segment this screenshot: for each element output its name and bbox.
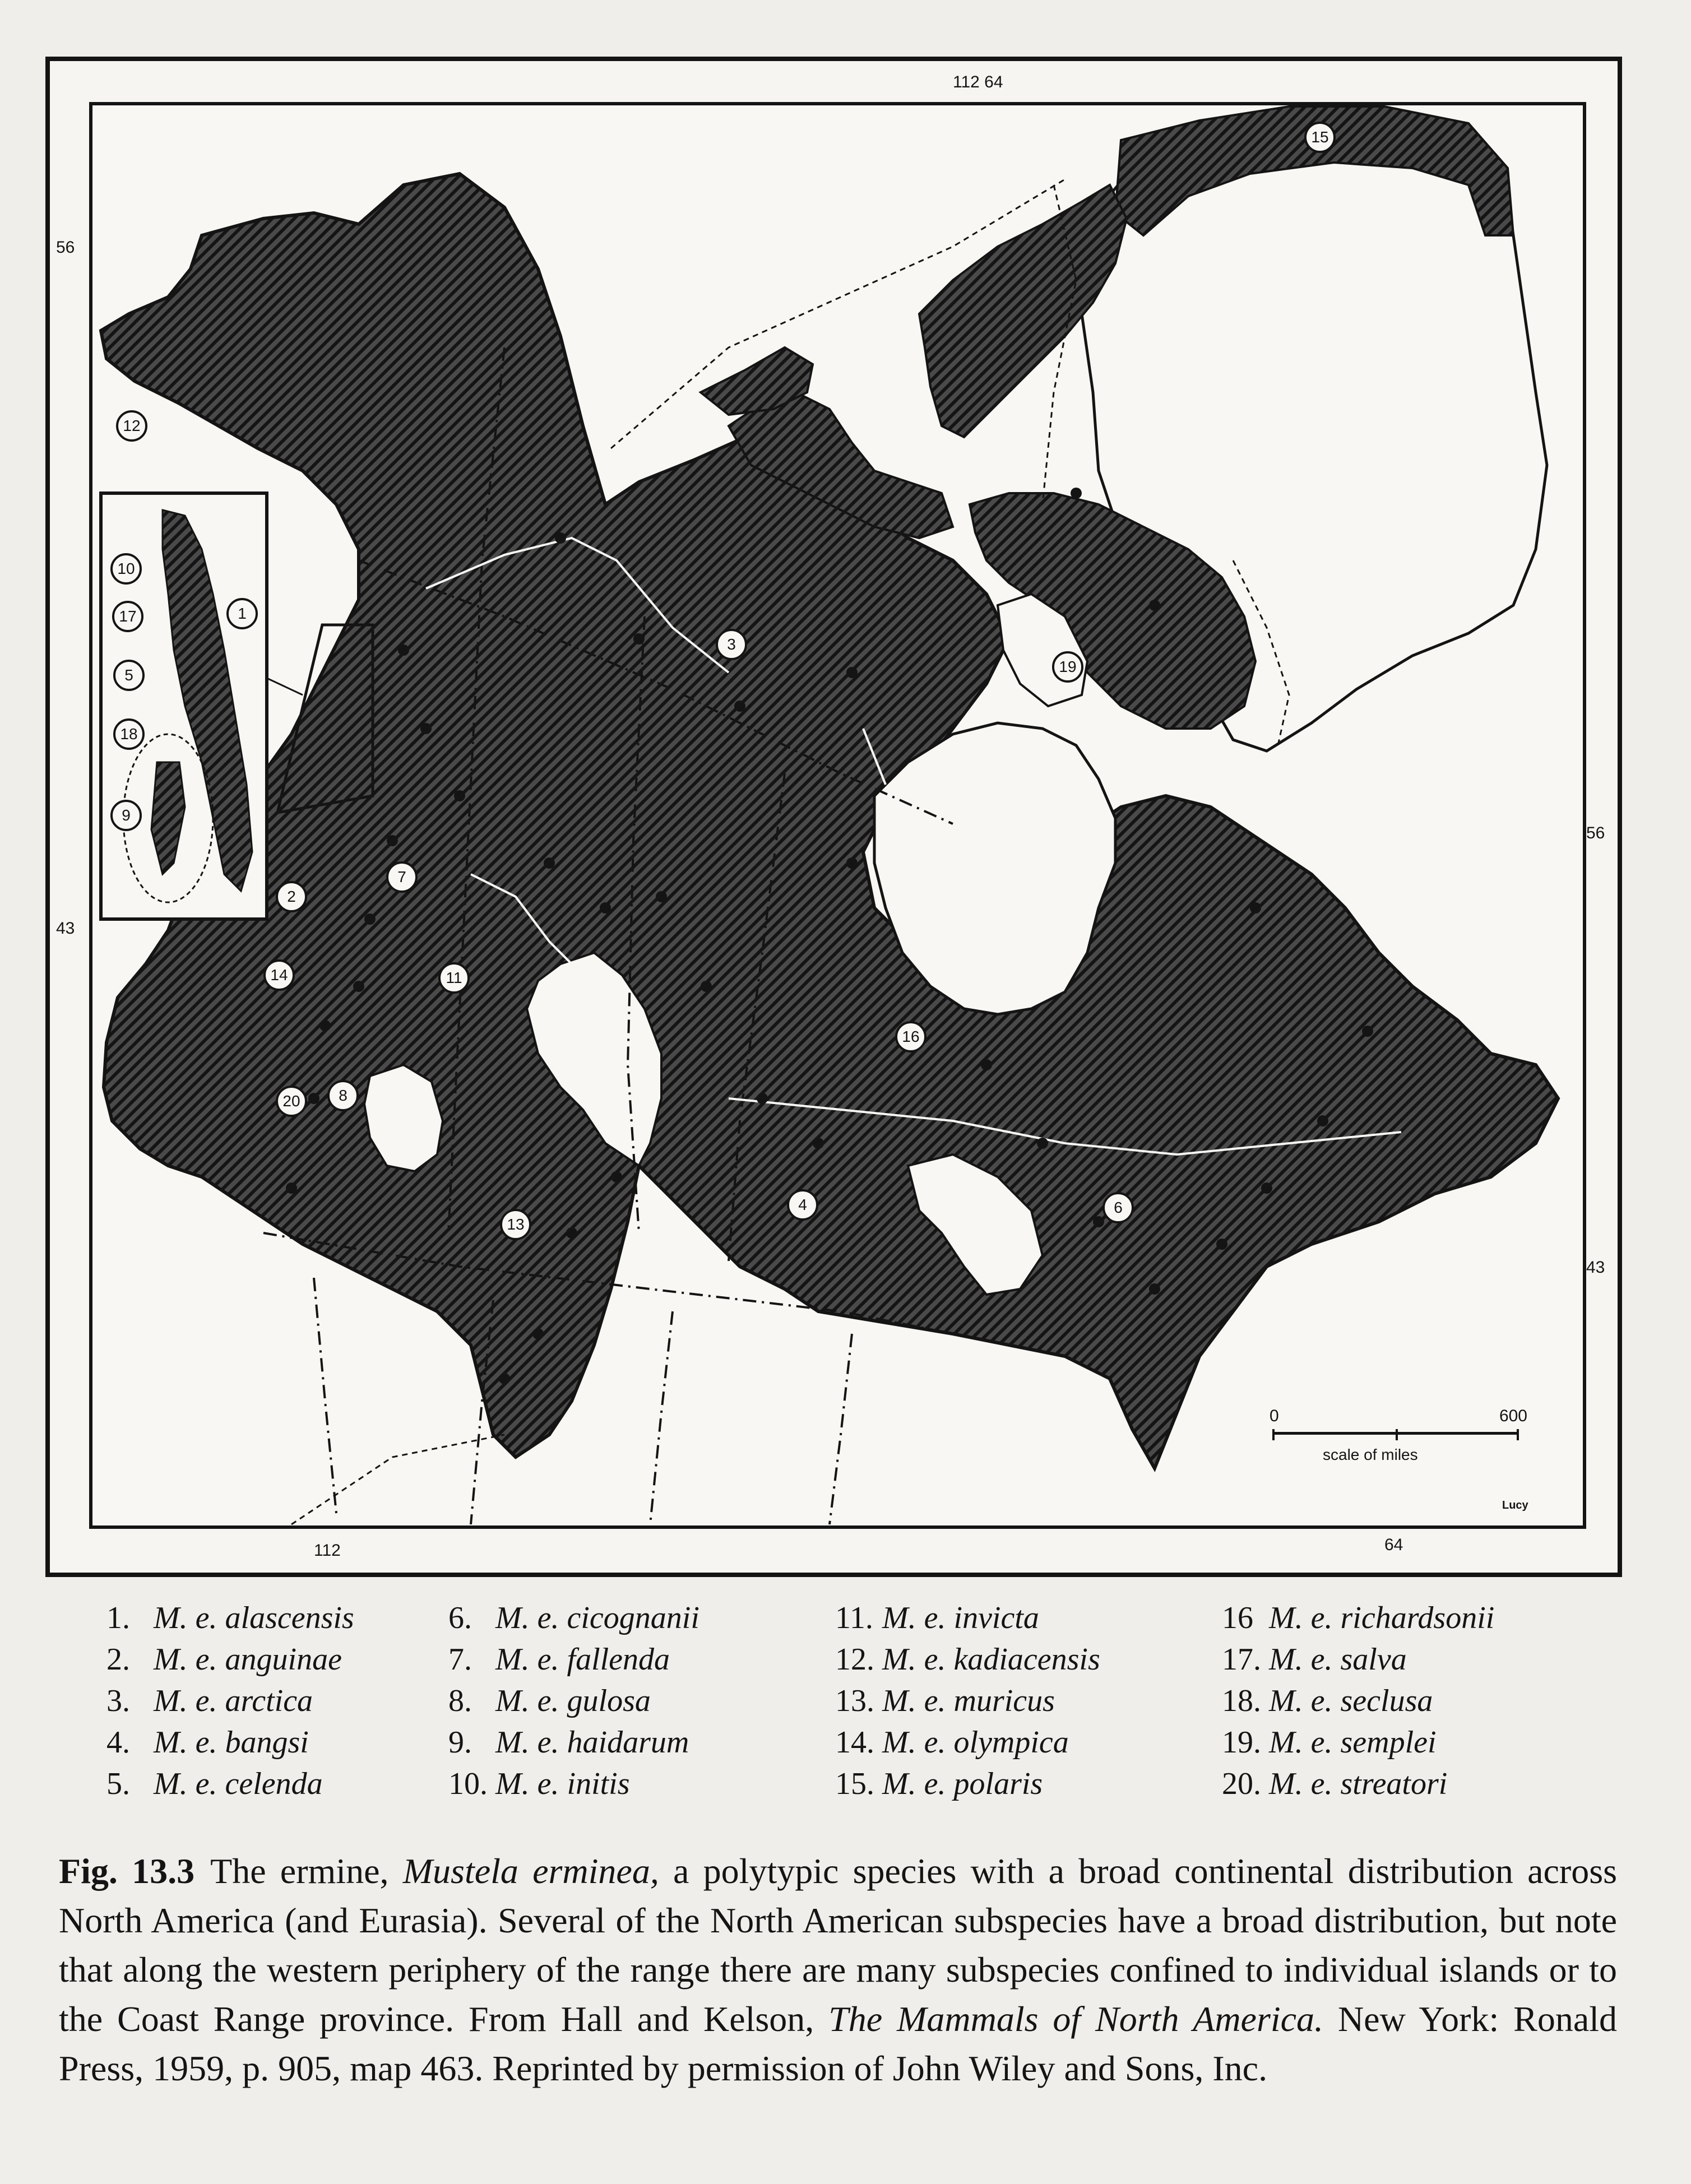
scale-tick-right — [1517, 1429, 1519, 1440]
legend-item-number: 10. — [448, 1766, 488, 1801]
figure-label: Fig. 13.3 — [59, 1851, 195, 1891]
legend-item — [835, 1722, 1100, 1763]
subspecies-marker-4: 4 — [787, 1189, 818, 1221]
legend-item-name: M. e. muricus — [882, 1684, 1055, 1718]
subspecies-marker-16: 16 — [895, 1021, 926, 1052]
legend-item — [448, 1722, 699, 1763]
caption-text-3: New York: Ronald Press, 1959, p. 905, map 463. Reprinted by permission of John Wiley and Sons, Inc. — [59, 1999, 1618, 2088]
scale-end-label: 600 — [1499, 1407, 1527, 1425]
scale-tick-left — [1272, 1429, 1275, 1440]
subspecies-marker-5: 5 — [113, 660, 145, 691]
legend-item-number: 7. — [448, 1642, 472, 1677]
legend-item-name: M. e. gulosa — [495, 1684, 651, 1718]
legend-item-name: M. e. haidarum — [495, 1725, 689, 1760]
scale-start-label: 0 — [1270, 1407, 1279, 1425]
scale-bar — [1270, 1407, 1527, 1474]
subspecies-marker-12: 12 — [116, 410, 147, 442]
legend-item-number: 12. — [835, 1642, 874, 1677]
legend-item — [835, 1639, 1100, 1680]
legend-item — [448, 1680, 699, 1722]
legend-item — [106, 1680, 354, 1722]
legend-item — [1222, 1639, 1494, 1680]
legend-item — [106, 1722, 354, 1763]
legend-item-number: 16 — [1222, 1601, 1253, 1635]
legend-item-name: M. e. arctica — [154, 1684, 313, 1718]
legend-item-number: 4. — [106, 1725, 130, 1760]
legend-item-number: 8. — [448, 1684, 472, 1718]
legend-column — [106, 1597, 354, 1805]
legend-item-number: 18. — [1222, 1684, 1261, 1718]
legend-column — [448, 1597, 699, 1805]
legend-item — [106, 1597, 354, 1639]
meridian-label-bottom-right: 64 — [1384, 1536, 1403, 1554]
legend-item-name: M. e. fallenda — [495, 1642, 670, 1677]
subspecies-marker-18: 18 — [113, 718, 145, 750]
subspecies-legend — [106, 1597, 1620, 1821]
legend-item-name: M. e. anguinae — [154, 1642, 342, 1677]
legend-item-number: 1. — [106, 1601, 130, 1635]
legend-item — [835, 1680, 1100, 1722]
legend-column — [835, 1597, 1100, 1805]
legend-item-number: 2. — [106, 1642, 130, 1677]
legend-item-name: M. e. kadiacensis — [882, 1642, 1100, 1677]
subspecies-marker-14: 14 — [263, 959, 295, 991]
artist-signature: Lucy — [1502, 1499, 1528, 1511]
legend-item-name: M. e. salva — [1269, 1642, 1407, 1677]
legend-item — [448, 1597, 699, 1639]
subspecies-marker-9: 9 — [110, 800, 142, 831]
legend-item-name: M. e. cicognanii — [495, 1601, 699, 1635]
subspecies-marker-10: 10 — [110, 553, 142, 585]
legend-item-name: M. e. celenda — [154, 1766, 323, 1801]
legend-item-number: 13. — [835, 1684, 874, 1718]
legend-item-name: M. e. initis — [495, 1766, 630, 1801]
figure-caption — [59, 1847, 1617, 2093]
legend-item-number: 19. — [1222, 1725, 1261, 1760]
caption-text-1: The ermine, — [210, 1851, 403, 1891]
subspecies-marker-3: 3 — [716, 629, 747, 660]
scale-tick-mid — [1396, 1429, 1398, 1440]
legend-item-name: M. e. seclusa — [1269, 1684, 1433, 1718]
legend-item — [448, 1763, 699, 1805]
legend-item-name: M. e. bangsi — [154, 1725, 309, 1760]
legend-item-number: 17. — [1222, 1642, 1261, 1677]
caption-book-title: The Mammals of North America. — [828, 1999, 1324, 2039]
legend-item — [1222, 1722, 1494, 1763]
legend-item-number: 20. — [1222, 1766, 1261, 1801]
legend-item-name: M. e. richardsonii — [1269, 1601, 1495, 1635]
scale-label: scale of miles — [1323, 1446, 1418, 1463]
subspecies-marker-2: 2 — [276, 881, 307, 912]
legend-item-number: 5. — [106, 1766, 130, 1801]
subspecies-marker-19: 19 — [1052, 651, 1083, 683]
legend-item-number: 9. — [448, 1725, 472, 1760]
subspecies-marker-13: 13 — [500, 1209, 531, 1240]
legend-item — [835, 1597, 1100, 1639]
legend-item — [835, 1763, 1100, 1805]
legend-item — [1222, 1597, 1494, 1639]
legend-item-name: M. e. alascensis — [154, 1601, 354, 1635]
subspecies-marker-6: 6 — [1102, 1192, 1134, 1223]
meridian-label-left-upper: 56 — [56, 238, 75, 257]
subspecies-marker-20: 20 — [276, 1086, 307, 1117]
legend-item-name: M. e. streatori — [1269, 1766, 1448, 1801]
caption-species-name: Mustela erminea, — [402, 1851, 659, 1891]
meridian-label-right-lower: 43 — [1586, 1258, 1605, 1277]
legend-item — [448, 1639, 699, 1680]
legend-item — [106, 1763, 354, 1805]
legend-column — [1222, 1597, 1494, 1805]
legend-item — [1222, 1680, 1494, 1722]
caption-text-2: a polytypic species with a broad continental distribution across North America (and Eurasia). Several of the North American subspecies have a broad distribution, but note that along the western periphery of the range there are many subspecies confined to individual islands or to the Coast Range province. From Hall and Kelson, — [59, 1851, 1618, 2039]
meridian-label-bottom-left: 112 — [314, 1541, 341, 1560]
legend-item-number: 11. — [835, 1601, 873, 1635]
legend-item-name: M. e. polaris — [882, 1766, 1043, 1801]
subspecies-marker-17: 17 — [112, 601, 143, 632]
subspecies-marker-7: 7 — [386, 861, 418, 893]
subspecies-marker-11: 11 — [438, 962, 470, 994]
subspecies-marker-8: 8 — [327, 1080, 359, 1111]
legend-item-number: 15. — [835, 1766, 874, 1801]
legend-item-number: 6. — [448, 1601, 472, 1635]
legend-item — [1222, 1763, 1494, 1805]
legend-item — [106, 1639, 354, 1680]
legend-item-name: M. e. semplei — [1269, 1725, 1437, 1760]
legend-item-number: 14. — [835, 1725, 874, 1760]
meridian-label-top: 112 64 — [953, 73, 1003, 91]
legend-item-number: 3. — [106, 1684, 130, 1718]
meridian-label-right-upper: 56 — [1586, 824, 1605, 842]
subspecies-marker-15: 15 — [1304, 122, 1336, 153]
legend-item-name: M. e. invicta — [882, 1601, 1039, 1635]
subspecies-marker-1: 1 — [226, 598, 258, 629]
meridian-label-left-lower: 43 — [56, 919, 75, 938]
legend-item-name: M. e. olympica — [882, 1725, 1069, 1760]
